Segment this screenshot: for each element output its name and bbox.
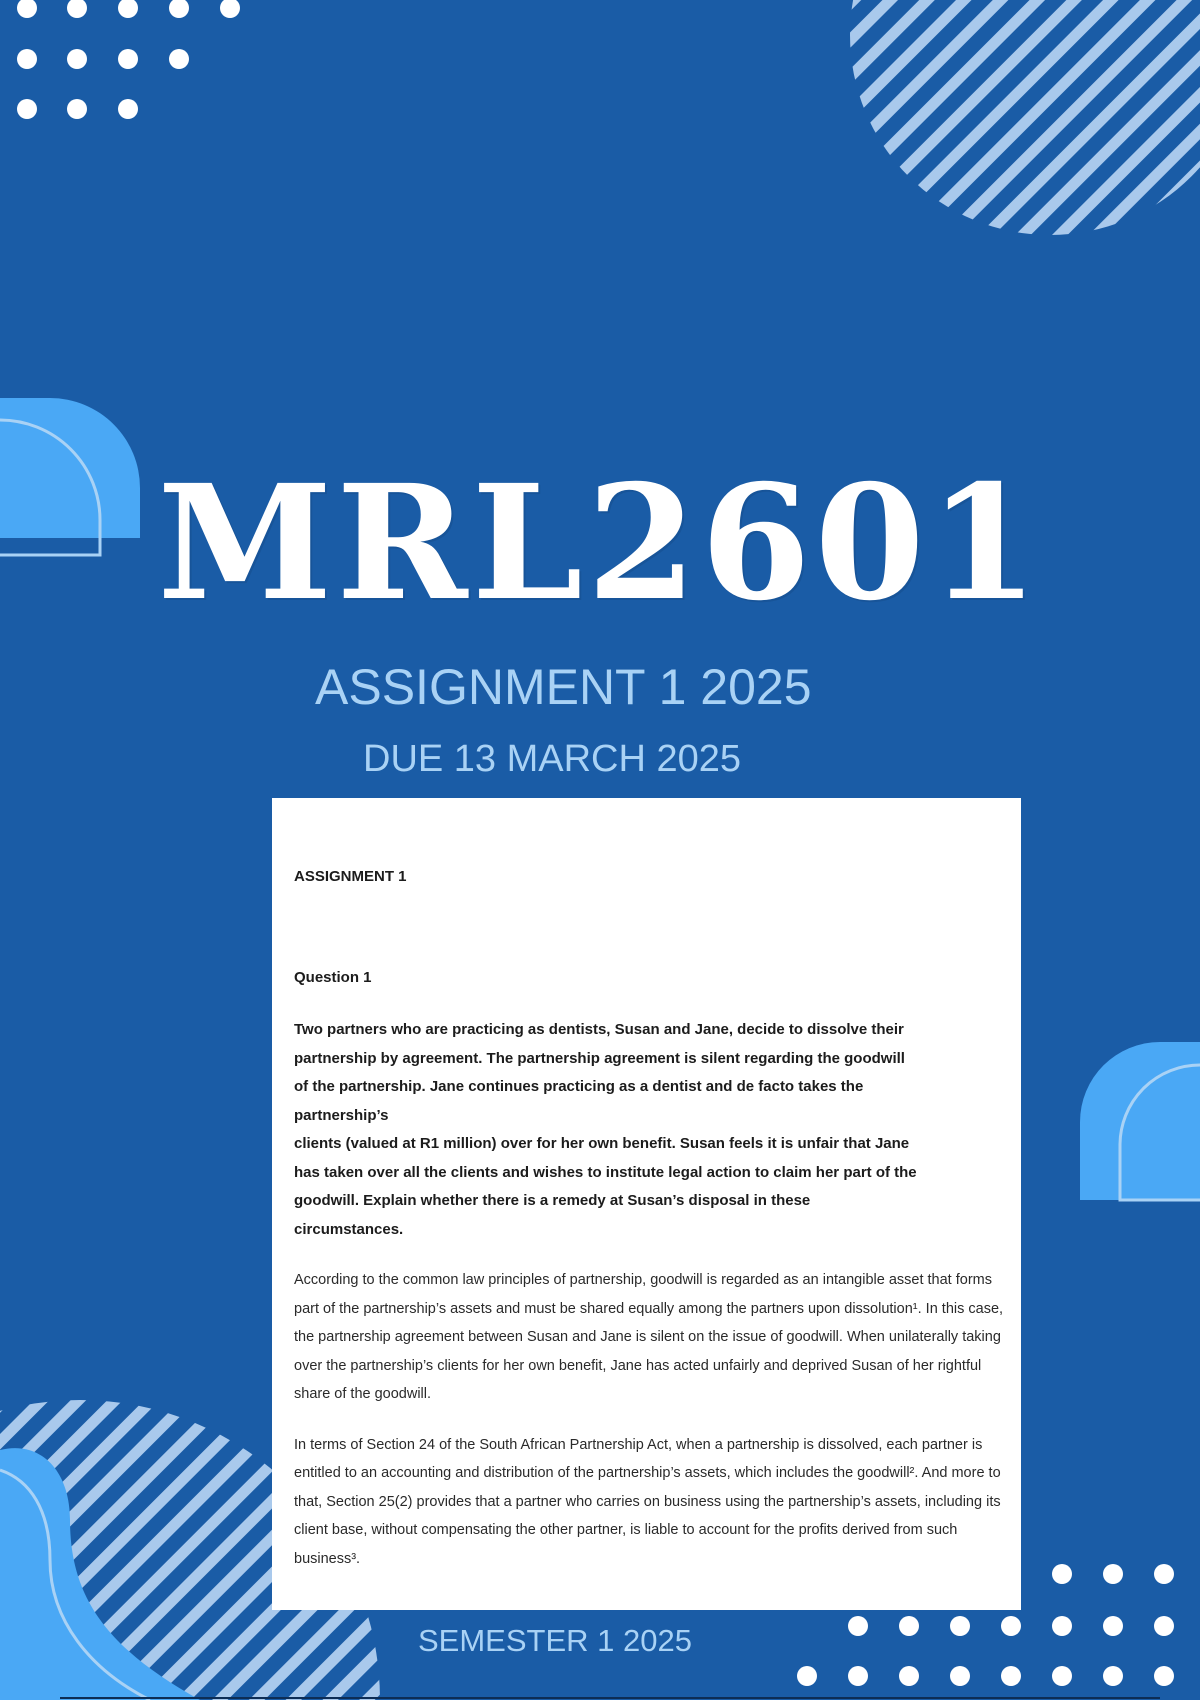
question-line: partnership by agreement. The partnership agreement is silent regarding the goodwill bbox=[294, 1049, 905, 1067]
assignment-title: ASSIGNMENT 1 2025 bbox=[315, 659, 812, 715]
question-heading: Question 1 bbox=[294, 969, 372, 986]
course-code-title: MRL2601 bbox=[157, 451, 1043, 636]
question-line: of the partnership. Jane continues practicing as a dentist and de facto takes the bbox=[294, 1078, 864, 1095]
question-text bbox=[294, 1016, 1015, 1244]
question-line: goodwill. Explain whether there is a remedy at Susan’s disposal in these bbox=[294, 1192, 811, 1209]
answer-paragraph-2: In terms of Section 24 of the South African Partnership Act, when a partnership is dissolved, each partner is entitled to an accounting and distribution of the partnership’s assets, which includes the goodwill². And more to that, Section 25(2) provides that a partner who carries on business using the partnership’s assets, including its client base, without compensating the other partner, is liable to account for the profits derived from such business³. bbox=[294, 1436, 1001, 1567]
striped-circle-top-right bbox=[820, 0, 1200, 240]
document-preview-card bbox=[272, 798, 1021, 1610]
due-date: DUE 13 MARCH 2025 bbox=[363, 738, 742, 780]
quarter-shape-right bbox=[1080, 1042, 1200, 1200]
question-line: has taken over all the clients and wishes to institute legal action to claim her part of the bbox=[294, 1163, 917, 1181]
semester-label: SEMESTER 1 2025 bbox=[418, 1623, 692, 1658]
answer-paragraph-1: According to the common law principles of partnership, goodwill is regarded as an intangible asset that forms part of the partnership’s assets and must be shared equally among the partners upon dissolution¹. In this case, the partnership agreement between Susan and Jane is silent on the issue of goodwill. When unilaterally taking over the partnership’s clients for her own benefit, Jane has acted unfairly and deprived Susan of her rightful share of the goodwill. bbox=[294, 1272, 1004, 1402]
question-line: Two partners who are practicing as dentists, Susan and Jane, decide to dissolve their bbox=[294, 1021, 904, 1038]
question-line: clients (valued at R1 million) over for her own benefit. Susan feels it is unfair that Jane bbox=[294, 1135, 910, 1152]
document-heading: ASSIGNMENT 1 bbox=[294, 868, 407, 885]
question-line: partnership’s bbox=[294, 1106, 389, 1124]
dot-grid-top-left bbox=[17, 0, 240, 119]
question-line: circumstances. bbox=[294, 1220, 404, 1238]
